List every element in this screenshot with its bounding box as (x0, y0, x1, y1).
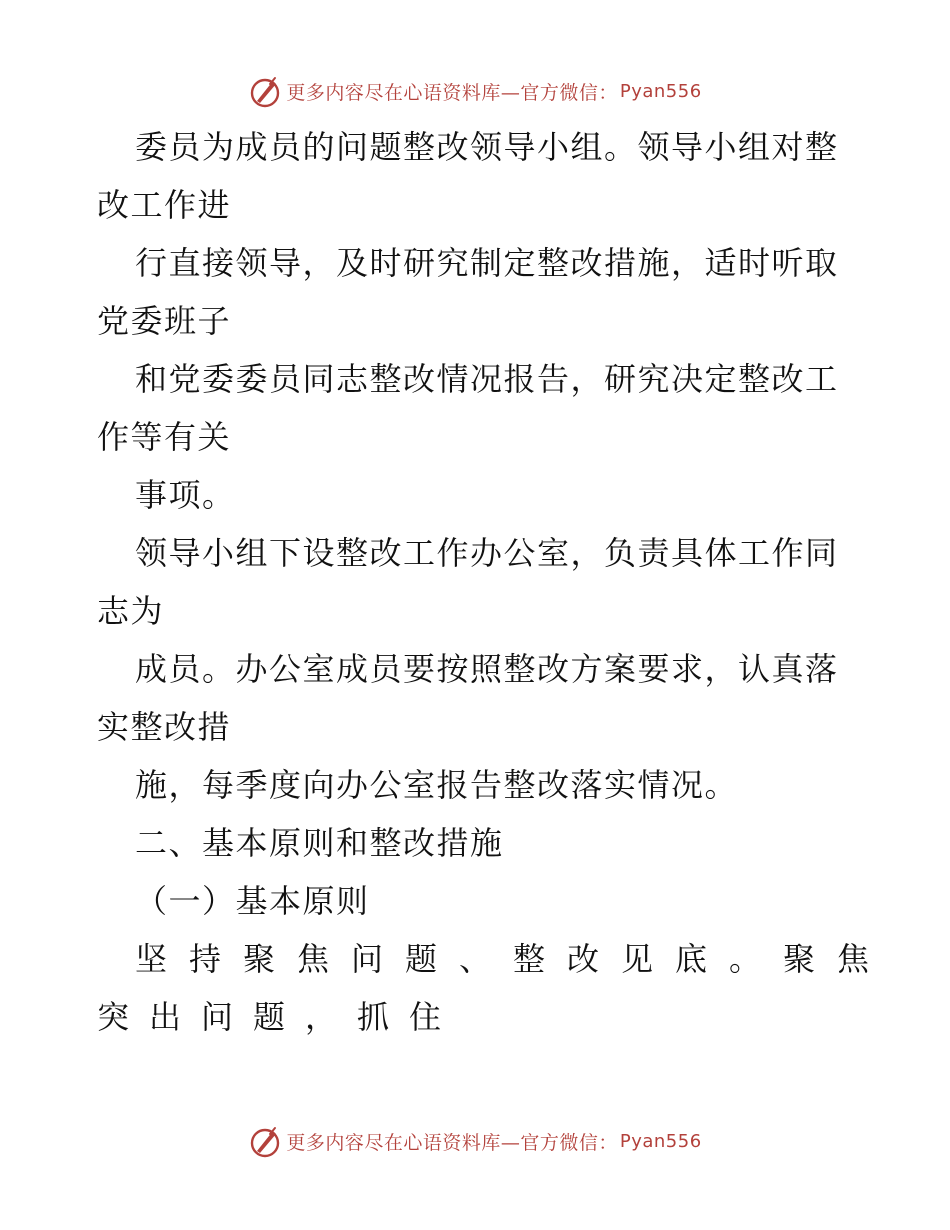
paragraph-line: 突出问题，抓住 (97, 998, 462, 1036)
paragraph-line: 施，每季度向办公室报告整改落实情况。 (135, 766, 739, 804)
quill-pen-logo-icon (248, 74, 282, 108)
footer-watermark (0, 1121, 950, 1161)
paragraph-line: 和党委委员同志整改情况报告，研究决定整改工 (135, 360, 839, 398)
watermark-text: 更多内容尽在心语资料库—官方微信： (286, 81, 618, 104)
subsection-heading: （一）基本原则 (135, 882, 370, 920)
paragraph-line: 志为 (97, 592, 165, 630)
watermark-handle: Pyan556 (619, 1130, 702, 1152)
paragraph-line: 党委班子 (97, 302, 232, 340)
paragraph-line: 改工作进 (97, 186, 232, 224)
header-watermark (0, 71, 950, 111)
paragraph-line: 实整改措 (97, 708, 232, 746)
paragraph-line: 坚持聚焦问题、整改见底。聚焦 (135, 940, 892, 978)
document-body (97, 118, 892, 1046)
quill-pen-logo-icon (248, 1124, 282, 1158)
paragraph-line: 行直接领导，及时研究制定整改措施，适时听取 (135, 244, 839, 282)
paragraph-line: 作等有关 (97, 418, 232, 456)
watermark-handle: Pyan556 (619, 80, 702, 102)
paragraph-line: 委员为成员的问题整改领导小组。领导小组对整 (135, 128, 839, 166)
paragraph-line: 事项。 (135, 476, 236, 514)
paragraph-line: 成员。办公室成员要按照整改方案要求，认真落 (135, 650, 839, 688)
section-heading: 二、基本原则和整改措施 (135, 824, 504, 862)
watermark-text: 更多内容尽在心语资料库—官方微信： (286, 1131, 618, 1154)
paragraph-line: 领导小组下设整改工作办公室，负责具体工作同 (135, 534, 839, 572)
